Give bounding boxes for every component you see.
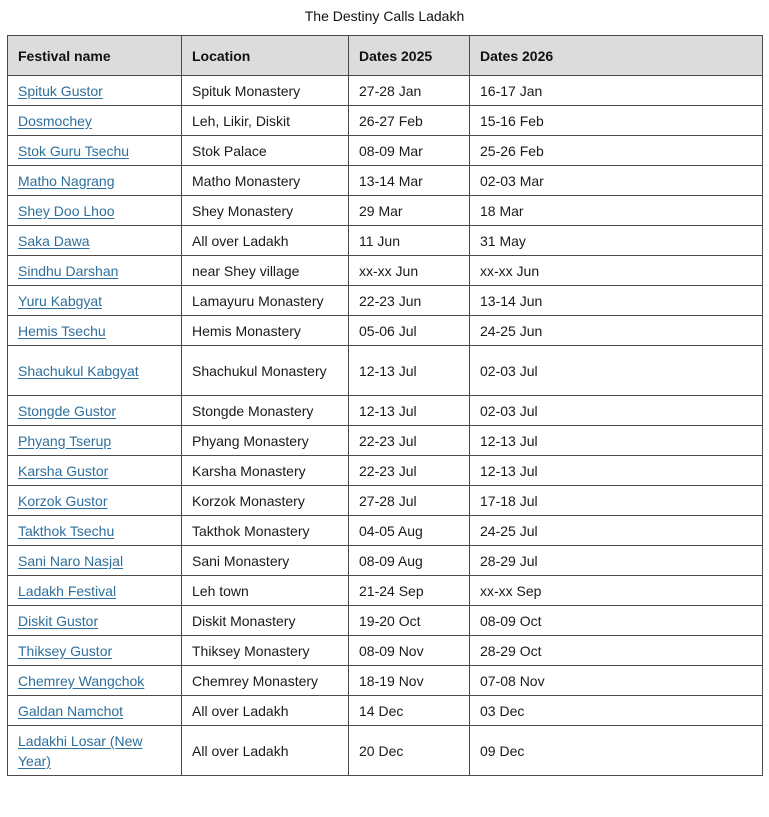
- table-row: [8, 316, 763, 346]
- dates-2026-cell: 28-29 Oct: [470, 636, 763, 666]
- dates-2026-cell: 25-26 Feb: [470, 136, 763, 166]
- header-location: Location: [182, 36, 349, 76]
- location-cell: Hemis Monastery: [182, 316, 349, 346]
- location-cell: Shachukul Monastery: [182, 346, 349, 396]
- location-cell: All over Ladakh: [182, 696, 349, 726]
- festival-name-cell: [8, 106, 182, 136]
- festival-name-link[interactable]: Sindhu Darshan: [18, 262, 119, 279]
- festival-name-link[interactable]: Shey Doo Lhoo: [18, 202, 115, 219]
- table-row: [8, 106, 763, 136]
- festival-name-link[interactable]: Stongde Gustor: [18, 402, 117, 419]
- festival-name-link[interactable]: Sani Naro Nasjal: [18, 552, 124, 569]
- location-cell: Chemrey Monastery: [182, 666, 349, 696]
- dates-2026-cell: 02-03 Jul: [470, 396, 763, 426]
- festival-name-link[interactable]: Phyang Tserup: [18, 432, 112, 449]
- festival-name-cell: [8, 576, 182, 606]
- dates-2026-cell: xx-xx Jun: [470, 256, 763, 286]
- dates-2025-cell: 12-13 Jul: [349, 396, 470, 426]
- festival-name-cell: [8, 76, 182, 106]
- table-row: [8, 726, 763, 776]
- location-cell: Leh, Likir, Diskit: [182, 106, 349, 136]
- festival-name-cell: [8, 636, 182, 666]
- location-cell: Karsha Monastery: [182, 456, 349, 486]
- festival-table: [7, 35, 763, 776]
- location-cell: Stongde Monastery: [182, 396, 349, 426]
- dates-2026-cell: 13-14 Jun: [470, 286, 763, 316]
- table-header: [8, 36, 763, 76]
- dates-2025-cell: 26-27 Feb: [349, 106, 470, 136]
- dates-2026-cell: 12-13 Jul: [470, 426, 763, 456]
- festival-name-cell: [8, 486, 182, 516]
- festival-name-link[interactable]: Takthok Tsechu: [18, 522, 115, 539]
- location-cell: Spituk Monastery: [182, 76, 349, 106]
- table-row: [8, 666, 763, 696]
- location-cell: Stok Palace: [182, 136, 349, 166]
- festival-name-cell: [8, 726, 182, 776]
- festival-name-link[interactable]: Hemis Tsechu: [18, 322, 106, 339]
- dates-2026-cell: 15-16 Feb: [470, 106, 763, 136]
- location-cell: Shey Monastery: [182, 196, 349, 226]
- dates-2025-cell: 14 Dec: [349, 696, 470, 726]
- table-body: [8, 76, 763, 776]
- location-cell: Diskit Monastery: [182, 606, 349, 636]
- dates-2026-cell: 31 May: [470, 226, 763, 256]
- festival-name-cell: [8, 286, 182, 316]
- dates-2025-cell: 08-09 Aug: [349, 546, 470, 576]
- location-cell: Thiksey Monastery: [182, 636, 349, 666]
- dates-2025-cell: xx-xx Jun: [349, 256, 470, 286]
- festival-name-link[interactable]: Chemrey Wangchok: [18, 672, 145, 689]
- dates-2026-cell: xx-xx Sep: [470, 576, 763, 606]
- table-row: [8, 456, 763, 486]
- dates-2026-cell: 07-08 Nov: [470, 666, 763, 696]
- location-cell: Leh town: [182, 576, 349, 606]
- festival-name-link[interactable]: Stok Guru Tsechu: [18, 142, 130, 159]
- festival-name-cell: [8, 256, 182, 286]
- location-cell: Phyang Monastery: [182, 426, 349, 456]
- festival-name-cell: [8, 346, 182, 396]
- table-row: [8, 226, 763, 256]
- dates-2026-cell: 03 Dec: [470, 696, 763, 726]
- festival-name-link[interactable]: Galdan Namchot: [18, 702, 124, 719]
- location-cell: Sani Monastery: [182, 546, 349, 576]
- dates-2025-cell: 05-06 Jul: [349, 316, 470, 346]
- dates-2026-cell: 28-29 Jul: [470, 546, 763, 576]
- dates-2025-cell: 22-23 Jul: [349, 456, 470, 486]
- dates-2025-cell: 13-14 Mar: [349, 166, 470, 196]
- festival-name-cell: [8, 166, 182, 196]
- table-row: [8, 136, 763, 166]
- dates-2025-cell: 21-24 Sep: [349, 576, 470, 606]
- table-row: [8, 486, 763, 516]
- table-row: [8, 256, 763, 286]
- festival-name-link[interactable]: Matho Nagrang: [18, 172, 115, 189]
- location-cell: Lamayuru Monastery: [182, 286, 349, 316]
- location-cell: All over Ladakh: [182, 226, 349, 256]
- dates-2025-cell: 27-28 Jul: [349, 486, 470, 516]
- dates-2025-cell: 29 Mar: [349, 196, 470, 226]
- dates-2025-cell: 04-05 Aug: [349, 516, 470, 546]
- location-cell: Takthok Monastery: [182, 516, 349, 546]
- festival-name-cell: [8, 136, 182, 166]
- dates-2026-cell: 16-17 Jan: [470, 76, 763, 106]
- dates-2026-cell: 24-25 Jun: [470, 316, 763, 346]
- festival-name-cell: [8, 546, 182, 576]
- header-dates-2026: Dates 2026: [470, 36, 763, 76]
- festival-name-cell: [8, 426, 182, 456]
- table-row: [8, 606, 763, 636]
- location-cell: All over Ladakh: [182, 726, 349, 776]
- festival-name-link[interactable]: Ladakhi Losar (New Year): [18, 732, 143, 769]
- festival-name-cell: [8, 696, 182, 726]
- location-cell: near Shey village: [182, 256, 349, 286]
- dates-2026-cell: 02-03 Mar: [470, 166, 763, 196]
- festival-name-link[interactable]: Thiksey Gustor: [18, 642, 113, 659]
- location-cell: Korzok Monastery: [182, 486, 349, 516]
- festival-name-cell: [8, 196, 182, 226]
- dates-2026-cell: 18 Mar: [470, 196, 763, 226]
- dates-2025-cell: 20 Dec: [349, 726, 470, 776]
- festival-name-link[interactable]: Yuru Kabgyat: [18, 292, 103, 309]
- festival-name-link[interactable]: Ladakh Festival: [18, 582, 117, 599]
- dates-2025-cell: 19-20 Oct: [349, 606, 470, 636]
- festival-name-link[interactable]: Korzok Gustor: [18, 492, 108, 509]
- festival-name-cell: [8, 226, 182, 256]
- festival-name-cell: [8, 516, 182, 546]
- festival-name-link[interactable]: Spituk Gustor: [18, 82, 103, 99]
- dates-2026-cell: 09 Dec: [470, 726, 763, 776]
- dates-2025-cell: 18-19 Nov: [349, 666, 470, 696]
- dates-2025-cell: 22-23 Jun: [349, 286, 470, 316]
- dates-2026-cell: 02-03 Jul: [470, 346, 763, 396]
- dates-2025-cell: 08-09 Nov: [349, 636, 470, 666]
- festival-name-link[interactable]: Karsha Gustor: [18, 462, 109, 479]
- festival-name-cell: [8, 666, 182, 696]
- dates-2026-cell: 08-09 Oct: [470, 606, 763, 636]
- festival-name-cell: [8, 316, 182, 346]
- table-row: [8, 346, 763, 396]
- table-row: [8, 636, 763, 666]
- table-row: [8, 196, 763, 226]
- festival-name-link[interactable]: Saka Dawa: [18, 232, 90, 249]
- dates-2025-cell: 22-23 Jul: [349, 426, 470, 456]
- table-row: [8, 546, 763, 576]
- festival-name-link[interactable]: Dosmochey: [18, 112, 92, 129]
- page-title: The Destiny Calls Ladakh: [304, 8, 465, 24]
- header-festival-name: Festival name: [8, 36, 182, 76]
- table-row: [8, 696, 763, 726]
- table-row: [8, 286, 763, 316]
- festival-name-cell: [8, 456, 182, 486]
- table-row: [8, 426, 763, 456]
- table-row: [8, 396, 763, 426]
- location-cell: Matho Monastery: [182, 166, 349, 196]
- header-dates-2025: Dates 2025: [349, 36, 470, 76]
- table-row: [8, 516, 763, 546]
- festival-name-link[interactable]: Diskit Gustor: [18, 612, 99, 629]
- table-row: [8, 576, 763, 606]
- dates-2026-cell: 24-25 Jul: [470, 516, 763, 546]
- dates-2026-cell: 17-18 Jul: [470, 486, 763, 516]
- festival-name-cell: [8, 606, 182, 636]
- dates-2025-cell: 27-28 Jan: [349, 76, 470, 106]
- header-row: [8, 36, 763, 76]
- table-row: [8, 76, 763, 106]
- festival-name-cell: [8, 396, 182, 426]
- festival-name-link[interactable]: Shachukul Kabgyat: [18, 362, 139, 379]
- dates-2025-cell: 11 Jun: [349, 226, 470, 256]
- dates-2025-cell: 08-09 Mar: [349, 136, 470, 166]
- dates-2025-cell: 12-13 Jul: [349, 346, 470, 396]
- dates-2026-cell: 12-13 Jul: [470, 456, 763, 486]
- table-row: [8, 166, 763, 196]
